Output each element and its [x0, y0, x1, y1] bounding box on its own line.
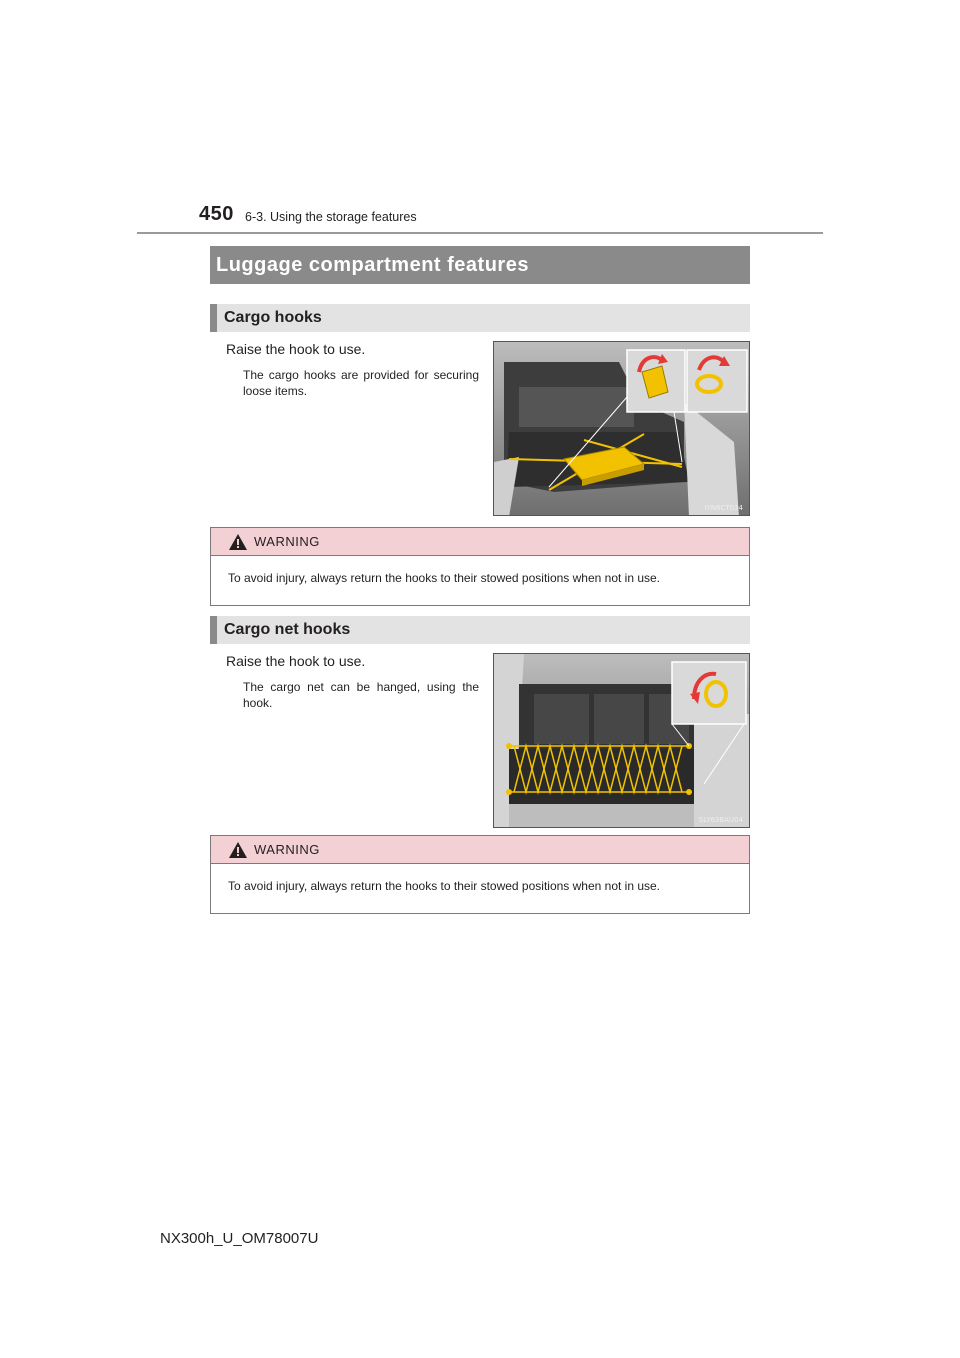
cargo-hooks-step: Raise the hook to use.	[226, 341, 366, 357]
cargo-net-hooks-figure	[493, 653, 750, 828]
document-code: NX300h_U_OM78007U	[160, 1230, 319, 1247]
cargo-hooks-heading	[210, 304, 750, 332]
warning-label: WARNING	[254, 842, 320, 857]
cargo-net-hooks-title: Cargo net hooks	[224, 621, 351, 638]
cargo-net-hooks-note: The cargo net can be hanged, using the hook.	[243, 680, 479, 710]
warning-text: To avoid injury, always return the hooks to their stowed positions when not in use.	[228, 879, 661, 893]
cargo-net-hooks-heading	[210, 616, 750, 644]
warning-box-2	[210, 835, 750, 914]
warning-text: To avoid injury, always return the hooks to their stowed positions when not in use.	[228, 571, 661, 585]
warning-triangle-icon	[229, 842, 247, 858]
cargo-hooks-illustration	[494, 342, 750, 516]
main-title: Luggage compartment features	[216, 254, 529, 276]
warning-header	[211, 528, 749, 556]
cargo-hooks-note: The cargo hooks are provided for securing loose items.	[243, 368, 479, 398]
figure-code: SLY63BAU04	[698, 816, 743, 824]
warning-header	[211, 836, 749, 864]
cargo-hooks-title: Cargo hooks	[224, 309, 322, 326]
page-number: 450	[199, 203, 234, 225]
header-divider	[137, 232, 823, 234]
figure-code: IYN6CT034	[704, 504, 743, 512]
section-reference: 6-3. Using the storage features	[245, 210, 417, 224]
cargo-net-hooks-step: Raise the hook to use.	[226, 653, 366, 669]
main-title-bar	[210, 246, 750, 284]
cargo-net-illustration	[494, 654, 750, 828]
warning-label: WARNING	[254, 534, 320, 549]
cargo-hooks-figure	[493, 341, 750, 516]
warning-box-1	[210, 527, 750, 606]
warning-triangle-icon	[229, 534, 247, 550]
